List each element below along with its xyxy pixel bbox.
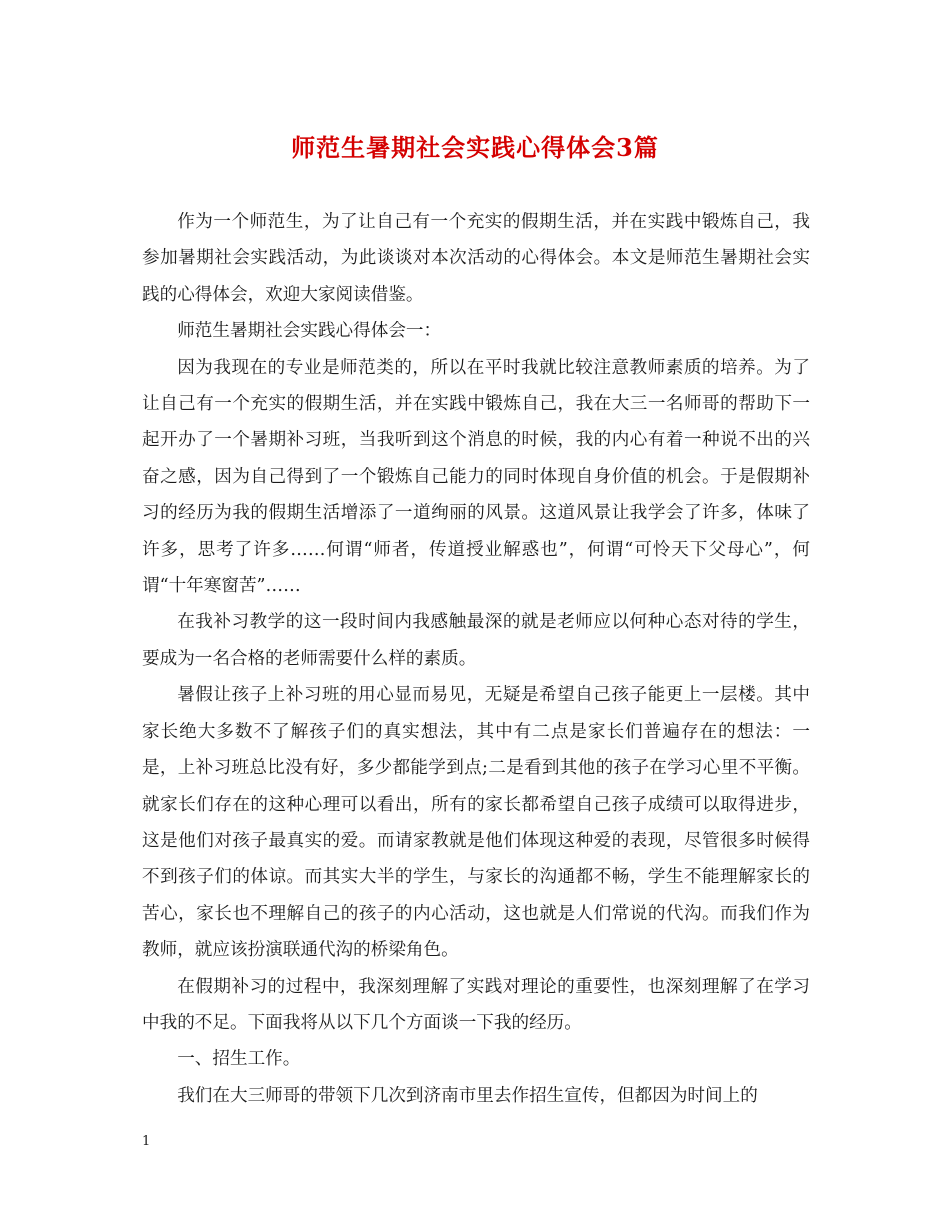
body-paragraph: 因为我现在的专业是师范类的，所以在平时我就比较注意教师素质的培养。为了让自己有一个充实的假期生活，并在实践中锻炼自己，我在大三一名师哥的帮助下一起开办了一个暑期补习班，当我听到这个消息的时候，我的内心有着一种说不出的兴奋之感，因为自己得到了一个锻炼自己能力的同时体现自身价值的机会。于是假期补习的经历为我的假期生活增添了一道绚丽的风景。这道风景让我学会了许多，体味了许多，思考了许多……何谓“师者，传道授业解惑也”，何谓“可怜天下父母心”，何谓“十年寒窗苦”……: [142, 357, 810, 597]
body-paragraph: 暑假让孩子上补习班的用心显而易见，无疑是希望自己孩子能更上一层楼。其中家长绝大多数不了解孩子们的真实想法，其中有二点是家长们普遍存在的想法：一是，上补习班总比没有好，多少都能学到点;二是看到其他的孩子在学习心里不平衡。就家长们存在的这种心理可以看出，所有的家长都希望自己孩子成绩可以取得进步，这是他们对孩子最真实的爱。而请家教就是他们体现这种爱的表现，尽管很多时候得不到孩子们的体谅。而其实大半的学生，与家长的沟通都不畅，学生不能理解家长的苦心，家长也不理解自己的孩子的内心活动，这也就是人们常说的代沟。而我们作为教师，就应该扮演联通代沟的桥梁角色。: [142, 685, 810, 961]
document-body: [142, 204, 810, 1114]
subsection-heading: 一、招生工作。: [177, 1049, 301, 1070]
body-paragraph: 我们在大三师哥的带领下几次到济南市里去作招生宣传，但都因为时间上的: [177, 1085, 758, 1106]
section-heading: 师范生暑期社会实践心得体会一：: [177, 321, 442, 342]
body-paragraph: 在我补习教学的这一段时间内我感触最深的就是老师应以何种心态对待的学生，要成为一名合格的老师需要什么样的素质。: [142, 612, 810, 669]
document-title: 师范生暑期社会实践心得体会3篇: [291, 133, 659, 162]
page-number: 1: [142, 1134, 151, 1149]
body-paragraph: 作为一个师范生，为了让自己有一个充实的假期生活，并在实践中锻炼自己，我参加暑期社会实践活动，为此谈谈对本次活动的心得体会。本文是师范生暑期社会实践的心得体会，欢迎大家阅读借鉴。: [142, 212, 810, 305]
body-paragraph: 在假期补习的过程中，我深刻理解了实践对理论的重要性，也深刻理解了在学习中我的不足。下面我将从以下几个方面谈一下我的经历。: [142, 976, 810, 1033]
